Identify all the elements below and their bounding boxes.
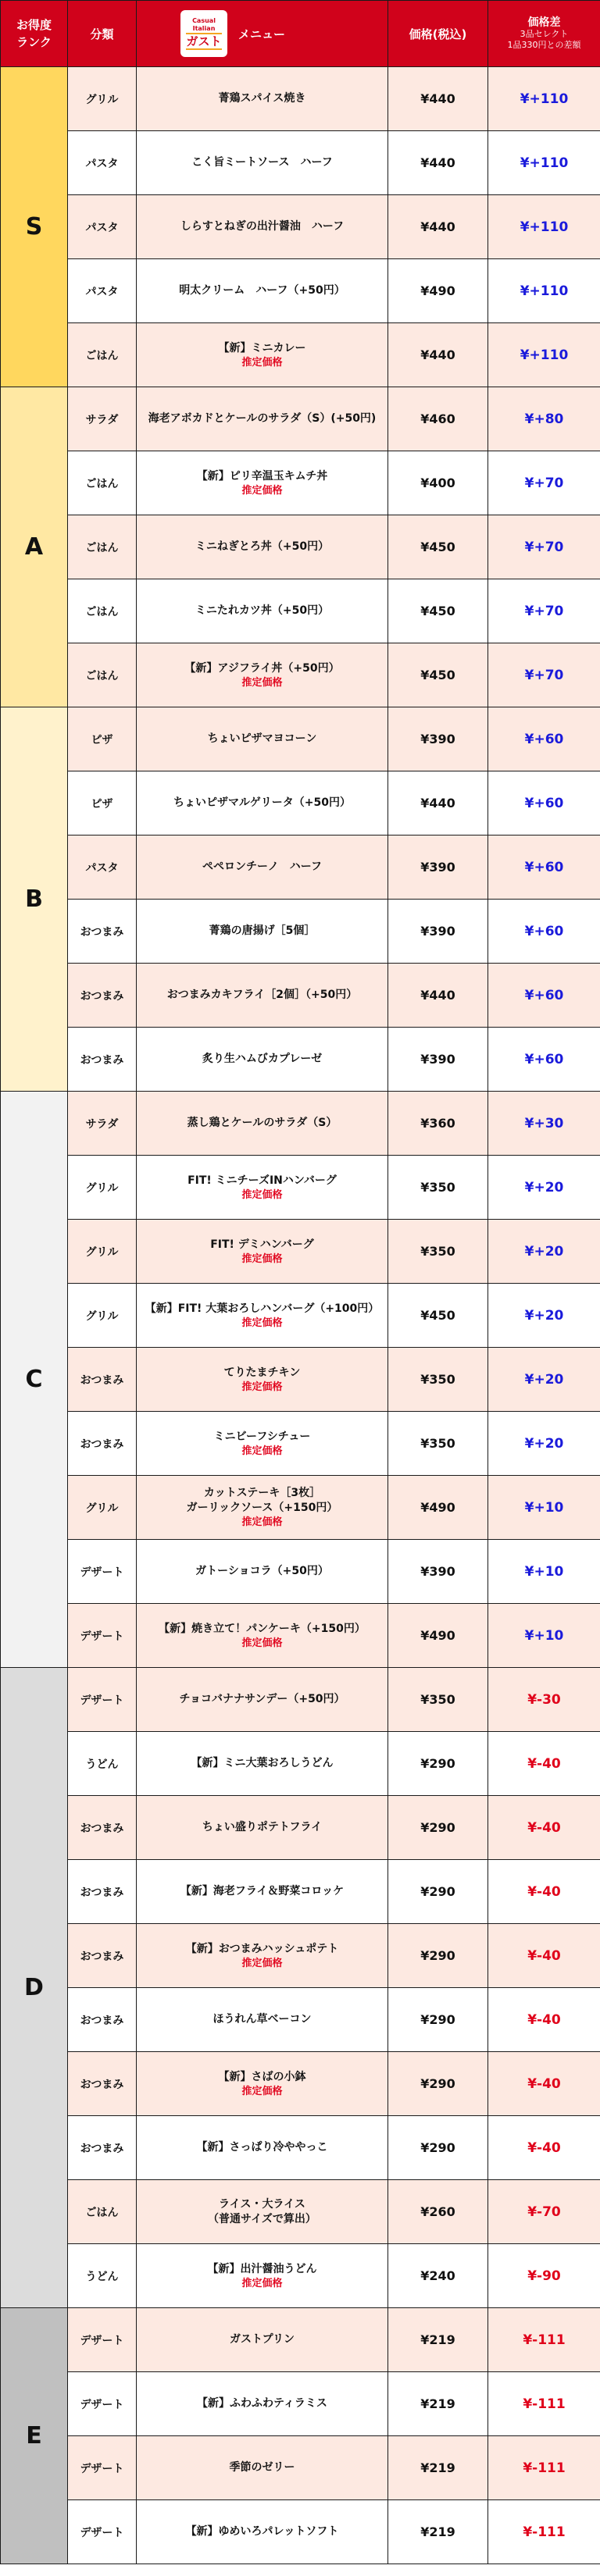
price-cell: ¥290 bbox=[388, 1796, 488, 1860]
menu-item-name: チョコバナナサンデー（+50円） bbox=[179, 1693, 345, 1705]
category-cell: うどん bbox=[68, 2244, 137, 2308]
price-diff-cell: ¥+60 bbox=[488, 900, 600, 964]
menu-item-name: 【新】ゆめいろパレットソフト bbox=[185, 2525, 339, 2538]
category-cell: おつまみ bbox=[68, 1860, 137, 1924]
menu-item-name: 【新】ミニ大葉おろしうどん bbox=[191, 1757, 334, 1769]
price-cell: ¥350 bbox=[388, 1156, 488, 1220]
price-cell: ¥290 bbox=[388, 1860, 488, 1924]
price-cell: ¥440 bbox=[388, 771, 488, 836]
estimated-price-note: 推定価格 bbox=[241, 2277, 283, 2289]
estimated-price-note: 推定価格 bbox=[241, 1637, 283, 1649]
price-diff-cell: ¥+20 bbox=[488, 1156, 600, 1220]
menu-item-name: 【新】海老フライ＆野菜コロッケ bbox=[180, 1885, 345, 1897]
category-cell: おつまみ bbox=[68, 1924, 137, 1988]
menu-cell bbox=[137, 1476, 388, 1540]
table-row bbox=[1, 1796, 600, 1860]
table-row bbox=[1, 451, 600, 515]
estimated-price-note: 推定価格 bbox=[241, 1445, 283, 1457]
price-cell: ¥260 bbox=[388, 2180, 488, 2244]
menu-cell bbox=[137, 2244, 388, 2308]
menu-cell bbox=[137, 2372, 388, 2436]
price-cell: ¥440 bbox=[388, 131, 488, 195]
table-row bbox=[1, 1924, 600, 1988]
price-diff-cell: ¥+60 bbox=[488, 964, 600, 1028]
category-cell: ごはん bbox=[68, 323, 137, 387]
category-cell: ごはん bbox=[68, 643, 137, 707]
price-diff-cell: ¥-111 bbox=[488, 2308, 600, 2372]
price-diff-cell: ¥-40 bbox=[488, 1988, 600, 2052]
menu-cell bbox=[137, 387, 388, 451]
price-cell: ¥390 bbox=[388, 1028, 488, 1092]
menu-cell bbox=[137, 1924, 388, 1988]
menu-cell bbox=[137, 900, 388, 964]
price-cell: ¥440 bbox=[388, 964, 488, 1028]
category-cell: おつまみ bbox=[68, 1988, 137, 2052]
category-cell: おつまみ bbox=[68, 1028, 137, 1092]
menu-cell bbox=[137, 1604, 388, 1668]
table-row bbox=[1, 131, 600, 195]
table-row bbox=[1, 707, 600, 771]
category-cell: サラダ bbox=[68, 1092, 137, 1156]
price-cell: ¥390 bbox=[388, 836, 488, 900]
category-cell: おつまみ bbox=[68, 2116, 137, 2180]
table-row bbox=[1, 2308, 600, 2372]
price-diff-cell: ¥-40 bbox=[488, 2052, 600, 2116]
menu-item-name: ほうれん草ベーコン bbox=[212, 2013, 312, 2026]
menu-item-name: 菁鶏スパイス焼き bbox=[218, 92, 306, 105]
table-row bbox=[1, 259, 600, 323]
category-cell: デザート bbox=[68, 2372, 137, 2436]
table-body bbox=[1, 67, 600, 2564]
menu-item-name: 【新】ふわふわティラミス bbox=[197, 2397, 327, 2410]
table-row bbox=[1, 1476, 600, 1540]
price-cell: ¥290 bbox=[388, 2052, 488, 2116]
rank-header-line2: ランク bbox=[16, 35, 52, 49]
menu-column-header bbox=[137, 1, 388, 67]
price-diff-cell: ¥-111 bbox=[488, 2500, 600, 2564]
estimated-price-note: 推定価格 bbox=[241, 2085, 283, 2097]
table-row bbox=[1, 2244, 600, 2308]
menu-item-name: ミニねぎとろ丼（+50円） bbox=[195, 540, 330, 553]
category-cell: ごはん bbox=[68, 2180, 137, 2244]
price-diff-cell: ¥-40 bbox=[488, 2116, 600, 2180]
price-cell: ¥219 bbox=[388, 2436, 488, 2500]
price-diff-cell: ¥+110 bbox=[488, 67, 600, 131]
menu-item-name: 【新】焼き立て！パンケーキ（+150円） bbox=[159, 1622, 366, 1635]
category-cell: おつまみ bbox=[68, 900, 137, 964]
price-diff-cell: ¥+60 bbox=[488, 707, 600, 771]
table-row bbox=[1, 2436, 600, 2500]
price-cell: ¥390 bbox=[388, 900, 488, 964]
logo-text: ガスト bbox=[186, 34, 222, 48]
category-cell: グリル bbox=[68, 1220, 137, 1284]
menu-item-name: ちょいピザマヨコーン bbox=[207, 732, 317, 745]
rank-column-header bbox=[1, 1, 68, 67]
price-diff-cell: ¥+60 bbox=[488, 836, 600, 900]
rank-header-line1: お得度 bbox=[16, 18, 52, 32]
price-cell: ¥450 bbox=[388, 1284, 488, 1348]
menu-cell bbox=[137, 323, 388, 387]
category-cell: グリル bbox=[68, 1476, 137, 1540]
category-cell: ごはん bbox=[68, 579, 137, 643]
price-diff-cell: ¥+70 bbox=[488, 515, 600, 579]
price-diff-cell: ¥-111 bbox=[488, 2436, 600, 2500]
table-row bbox=[1, 964, 600, 1028]
table-row bbox=[1, 1348, 600, 1412]
menu-cell bbox=[137, 2052, 388, 2116]
category-cell: デザート bbox=[68, 1540, 137, 1604]
menu-item-name: ペペロンチーノ ハーフ bbox=[202, 860, 323, 873]
rank-cell-a: A bbox=[1, 387, 68, 707]
estimated-price-note: 推定価格 bbox=[241, 1188, 283, 1201]
price-cell: ¥460 bbox=[388, 387, 488, 451]
price-diff-cell: ¥+110 bbox=[488, 259, 600, 323]
category-cell: グリル bbox=[68, 1156, 137, 1220]
table-row bbox=[1, 1668, 600, 1732]
price-cell: ¥360 bbox=[388, 1092, 488, 1156]
category-cell: グリル bbox=[68, 67, 137, 131]
menu-cell bbox=[137, 259, 388, 323]
price-cell: ¥400 bbox=[388, 451, 488, 515]
menu-cell bbox=[137, 707, 388, 771]
menu-item-name: こく旨ミートソース ハーフ bbox=[191, 156, 333, 169]
category-cell: おつまみ bbox=[68, 2052, 137, 2116]
category-cell: パスタ bbox=[68, 131, 137, 195]
menu-cell bbox=[137, 2500, 388, 2564]
table-row bbox=[1, 1092, 600, 1156]
price-column-header: 価格(税込) bbox=[388, 1, 488, 67]
price-diff-cell: ¥+70 bbox=[488, 451, 600, 515]
price-diff-cell: ¥-30 bbox=[488, 1668, 600, 1732]
rank-cell-b: B bbox=[1, 707, 68, 1092]
price-cell: ¥390 bbox=[388, 1540, 488, 1604]
menu-item-name: ちょいピザマルゲリータ（+50円） bbox=[173, 796, 351, 809]
category-cell: デザート bbox=[68, 1668, 137, 1732]
price-cell: ¥440 bbox=[388, 195, 488, 259]
menu-item-name: 【新】さっぱり冷ややっこ bbox=[196, 2141, 328, 2154]
price-cell: ¥390 bbox=[388, 707, 488, 771]
menu-item-name: 【新】ピリ辛温玉キムチ丼 bbox=[196, 469, 328, 483]
price-diff-cell: ¥+70 bbox=[488, 579, 600, 643]
table-row bbox=[1, 1028, 600, 1092]
price-cell: ¥219 bbox=[388, 2372, 488, 2436]
menu-item-name: ライス・大ライス （普通サイズで算出） bbox=[208, 2197, 316, 2225]
menu-item-name: FIT! デミハンバーグ bbox=[210, 1238, 314, 1251]
menu-cell bbox=[137, 964, 388, 1028]
price-cell: ¥290 bbox=[388, 1988, 488, 2052]
menu-item-name: 【新】アジフライ丼（+50円） bbox=[184, 661, 340, 675]
menu-item-name: しらすとねぎの出汁醤油 ハーフ bbox=[180, 220, 345, 233]
estimated-price-note: 推定価格 bbox=[241, 1381, 283, 1393]
table-row bbox=[1, 643, 600, 707]
table-row bbox=[1, 1860, 600, 1924]
estimated-price-note: 推定価格 bbox=[241, 484, 283, 497]
menu-item-name: 【新】おつまみハッシュポテト bbox=[185, 1942, 339, 1955]
menu-item-name: ちょい盛りポテトフライ bbox=[202, 1821, 323, 1833]
menu-cell bbox=[137, 451, 388, 515]
table-row bbox=[1, 515, 600, 579]
logo-small-text: Casual Italian bbox=[192, 17, 216, 32]
price-cell: ¥450 bbox=[388, 579, 488, 643]
category-cell: ピザ bbox=[68, 707, 137, 771]
price-cell: ¥440 bbox=[388, 323, 488, 387]
category-cell: サラダ bbox=[68, 387, 137, 451]
table-row bbox=[1, 1988, 600, 2052]
menu-cell bbox=[137, 1412, 388, 1476]
menu-item-name: ミニたれカツ丼（+50円） bbox=[195, 604, 330, 617]
category-cell: おつまみ bbox=[68, 1796, 137, 1860]
category-cell: デザート bbox=[68, 2500, 137, 2564]
menu-cell bbox=[137, 2180, 388, 2244]
rank-cell-c: C bbox=[1, 1092, 68, 1668]
table-row bbox=[1, 1732, 600, 1796]
price-cell: ¥490 bbox=[388, 1476, 488, 1540]
price-cell: ¥219 bbox=[388, 2500, 488, 2564]
menu-cell bbox=[137, 1156, 388, 1220]
table-row bbox=[1, 579, 600, 643]
table-row bbox=[1, 1156, 600, 1220]
table-row bbox=[1, 836, 600, 900]
price-cell: ¥290 bbox=[388, 1732, 488, 1796]
category-cell: ピザ bbox=[68, 771, 137, 836]
menu-cell bbox=[137, 1092, 388, 1156]
menu-item-name: 【新】さばの小鉢 bbox=[218, 2070, 306, 2083]
price-cell: ¥350 bbox=[388, 1220, 488, 1284]
menu-cell bbox=[137, 771, 388, 836]
price-diff-cell: ¥+30 bbox=[488, 1092, 600, 1156]
category-cell: おつまみ bbox=[68, 1412, 137, 1476]
diff-column-header bbox=[488, 1, 600, 67]
category-cell: デザート bbox=[68, 2436, 137, 2500]
table-row bbox=[1, 2116, 600, 2180]
table-row bbox=[1, 387, 600, 451]
price-cell: ¥490 bbox=[388, 1604, 488, 1668]
category-cell: グリル bbox=[68, 1284, 137, 1348]
menu-item-name: 炙り生ハムびカプレーゼ bbox=[202, 1053, 323, 1065]
menu-cell bbox=[137, 1732, 388, 1796]
price-diff-cell: ¥+10 bbox=[488, 1540, 600, 1604]
category-cell: パスタ bbox=[68, 195, 137, 259]
rank-cell-e: E bbox=[1, 2308, 68, 2564]
price-diff-cell: ¥-40 bbox=[488, 1860, 600, 1924]
menu-cell bbox=[137, 643, 388, 707]
menu-header-label: メニュー bbox=[238, 27, 286, 41]
menu-item-name: カットステーキ［3枚］ ガーリックソース（+150円） bbox=[186, 1487, 338, 1514]
menu-item-name: ガトーショコラ（+50円） bbox=[195, 1565, 329, 1577]
menu-cell bbox=[137, 836, 388, 900]
menu-item-name: 季節のゼリー bbox=[229, 2461, 295, 2474]
table-row bbox=[1, 195, 600, 259]
menu-item-name: 【新】FIT! 大葉おろしハンバーグ（+100円） bbox=[145, 1302, 380, 1315]
menu-item-name: ミニビーフシチュー bbox=[213, 1430, 311, 1443]
menu-cell bbox=[137, 2436, 388, 2500]
price-diff-cell: ¥+110 bbox=[488, 195, 600, 259]
category-cell: ごはん bbox=[68, 515, 137, 579]
price-cell: ¥440 bbox=[388, 67, 488, 131]
table-row bbox=[1, 1220, 600, 1284]
category-cell: おつまみ bbox=[68, 964, 137, 1028]
menu-cell bbox=[137, 1028, 388, 1092]
menu-cell bbox=[137, 1796, 388, 1860]
menu-item-name: 【新】ミニカレー bbox=[218, 341, 306, 355]
menu-cell bbox=[137, 515, 388, 579]
price-diff-cell: ¥-40 bbox=[488, 1924, 600, 1988]
estimated-price-note: 推定価格 bbox=[241, 1516, 283, 1528]
menu-cell bbox=[137, 1668, 388, 1732]
menu-cell bbox=[137, 1348, 388, 1412]
price-cell: ¥450 bbox=[388, 643, 488, 707]
diff-header-sub1: 3品セレクト bbox=[520, 29, 569, 39]
menu-cell bbox=[137, 1540, 388, 1604]
menu-cell bbox=[137, 1284, 388, 1348]
menu-cell bbox=[137, 2308, 388, 2372]
estimated-price-note: 推定価格 bbox=[241, 1252, 283, 1265]
header-row bbox=[1, 1, 600, 67]
table-row bbox=[1, 1540, 600, 1604]
price-diff-cell: ¥-111 bbox=[488, 2372, 600, 2436]
table-row bbox=[1, 67, 600, 131]
menu-cell bbox=[137, 1860, 388, 1924]
price-diff-cell: ¥-40 bbox=[488, 1732, 600, 1796]
menu-item-name: てりたまチキン bbox=[223, 1366, 301, 1379]
menu-item-name: 菁鶏の唐揚げ［5個］ bbox=[209, 925, 316, 937]
price-diff-cell: ¥+110 bbox=[488, 131, 600, 195]
price-diff-cell: ¥-70 bbox=[488, 2180, 600, 2244]
price-cell: ¥290 bbox=[388, 1924, 488, 1988]
category-column-header: 分類 bbox=[68, 1, 137, 67]
menu-item-name: FIT! ミニチーズINハンバーグ bbox=[188, 1174, 337, 1187]
menu-item-name: ガストプリン bbox=[229, 2333, 295, 2346]
menu-cell bbox=[137, 579, 388, 643]
price-diff-cell: ¥+60 bbox=[488, 771, 600, 836]
price-cell: ¥290 bbox=[388, 2116, 488, 2180]
menu-item-name: 海老アボカドとケールのサラダ（S）(+50円) bbox=[148, 412, 377, 425]
table-row bbox=[1, 2180, 600, 2244]
price-diff-cell: ¥-40 bbox=[488, 1796, 600, 1860]
table-row bbox=[1, 1604, 600, 1668]
menu-cell bbox=[137, 131, 388, 195]
table-row bbox=[1, 900, 600, 964]
table-row bbox=[1, 771, 600, 836]
price-diff-cell: ¥+20 bbox=[488, 1348, 600, 1412]
category-cell: パスタ bbox=[68, 259, 137, 323]
estimated-price-note: 推定価格 bbox=[241, 1957, 283, 1969]
menu-cell bbox=[137, 67, 388, 131]
gusto-logo bbox=[180, 10, 227, 57]
menu-cell bbox=[137, 2116, 388, 2180]
price-diff-cell: ¥-90 bbox=[488, 2244, 600, 2308]
menu-item-name: 明太クリーム ハーフ（+50円） bbox=[179, 284, 345, 297]
price-cell: ¥219 bbox=[388, 2308, 488, 2372]
category-cell: デザート bbox=[68, 2308, 137, 2372]
price-diff-cell: ¥+20 bbox=[488, 1284, 600, 1348]
diff-header-label: 価格差 bbox=[527, 16, 561, 29]
table-row bbox=[1, 2052, 600, 2116]
price-cell: ¥350 bbox=[388, 1412, 488, 1476]
menu-cell bbox=[137, 195, 388, 259]
table-row bbox=[1, 323, 600, 387]
rank-cell-s: S bbox=[1, 67, 68, 387]
category-cell: パスタ bbox=[68, 836, 137, 900]
price-diff-cell: ¥+20 bbox=[488, 1220, 600, 1284]
price-diff-cell: ¥+10 bbox=[488, 1604, 600, 1668]
price-diff-cell: ¥+60 bbox=[488, 1028, 600, 1092]
price-diff-cell: ¥+20 bbox=[488, 1412, 600, 1476]
price-cell: ¥240 bbox=[388, 2244, 488, 2308]
price-cell: ¥350 bbox=[388, 1668, 488, 1732]
table-row bbox=[1, 1284, 600, 1348]
table-row bbox=[1, 2500, 600, 2564]
category-cell: おつまみ bbox=[68, 1348, 137, 1412]
price-cell: ¥450 bbox=[388, 515, 488, 579]
diff-header-sub2: 1品330円との差額 bbox=[507, 40, 581, 50]
menu-item-name: 蒸し鶏とケールのサラダ（S） bbox=[187, 1117, 338, 1129]
category-cell: うどん bbox=[68, 1732, 137, 1796]
rank-cell-d: D bbox=[1, 1668, 68, 2308]
price-cell: ¥490 bbox=[388, 259, 488, 323]
menu-item-name: 【新】出汁醤油うどん bbox=[207, 2262, 317, 2275]
price-diff-cell: ¥+70 bbox=[488, 643, 600, 707]
table-row bbox=[1, 1412, 600, 1476]
price-diff-cell: ¥+110 bbox=[488, 323, 600, 387]
menu-cell bbox=[137, 1220, 388, 1284]
menu-item-name: おつまみカキフライ［2個］（+50円） bbox=[166, 989, 358, 1001]
category-cell: ごはん bbox=[68, 451, 137, 515]
menu-cell bbox=[137, 1988, 388, 2052]
estimated-price-note: 推定価格 bbox=[241, 356, 283, 369]
category-cell: デザート bbox=[68, 1604, 137, 1668]
price-diff-cell: ¥+10 bbox=[488, 1476, 600, 1540]
estimated-price-note: 推定価格 bbox=[241, 1317, 283, 1329]
table-row bbox=[1, 2372, 600, 2436]
estimated-price-note: 推定価格 bbox=[241, 676, 283, 689]
price-diff-cell: ¥+80 bbox=[488, 387, 600, 451]
price-cell: ¥350 bbox=[388, 1348, 488, 1412]
